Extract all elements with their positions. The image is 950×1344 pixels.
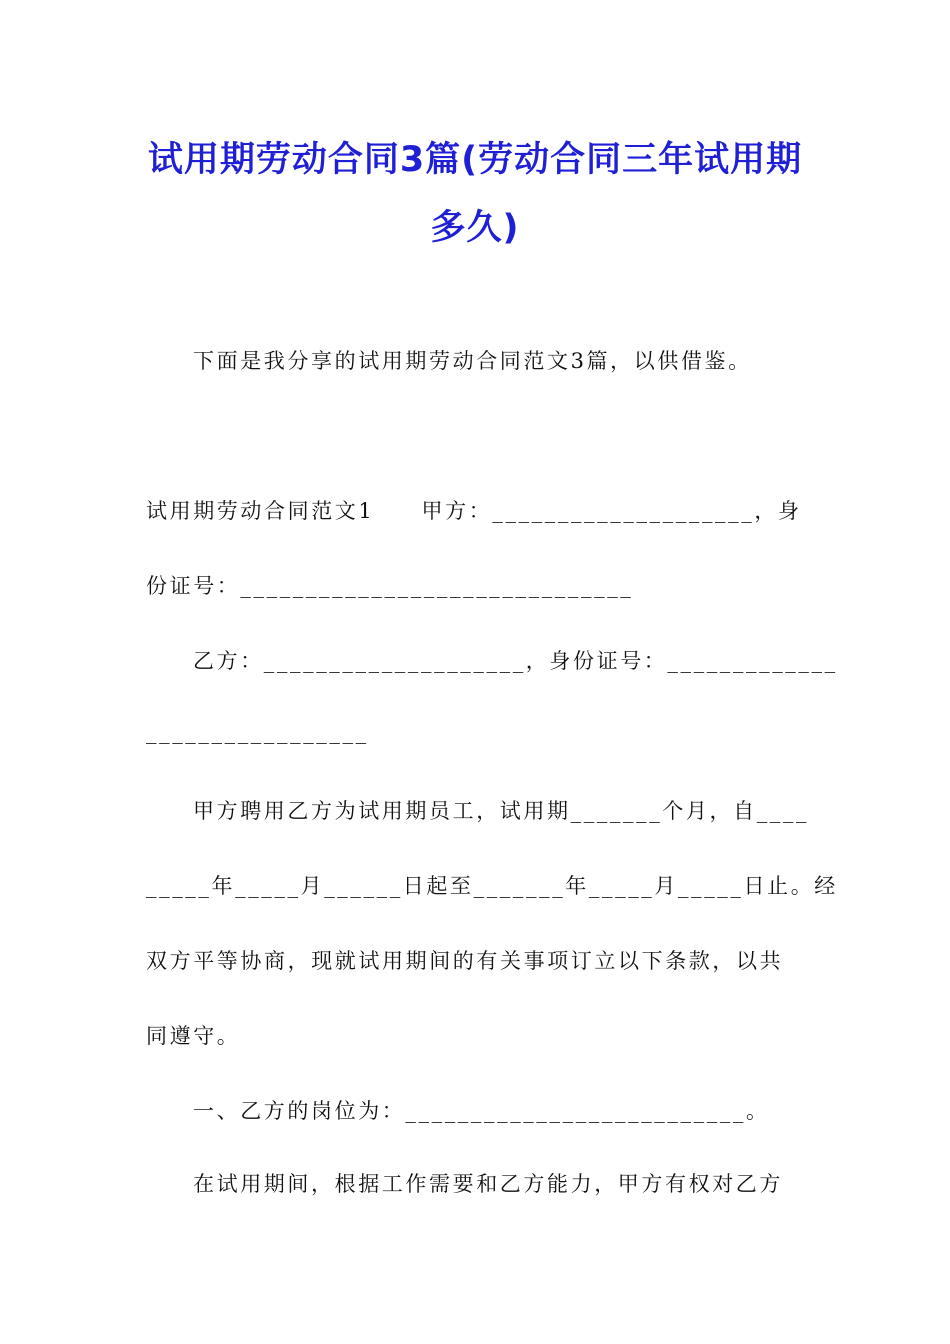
clause-one-position: 一、乙方的岗位为：__________________________。	[193, 1099, 770, 1123]
party-a-id-line: 份证号：______________________________	[146, 574, 634, 598]
party-b-line: 乙方：____________________，身份证号：_____________	[193, 649, 838, 673]
probation-paragraph-line-2: _____年_____月______日起至_______年_____月_____日止。经	[146, 874, 838, 898]
clause-one-paragraph-line-1: 在试用期间，根据工作需要和乙方能力，甲方有权对乙方	[193, 1172, 783, 1196]
probation-paragraph-line-1: 甲方聘用乙方为试用期员工，试用期_______个月，自____	[193, 799, 810, 823]
probation-paragraph-line-3: 双方平等协商，现就试用期间的有关事项订立以下条款，以共	[146, 949, 784, 973]
contract-heading-party-a-line: 试用期劳动合同范文1 甲方：____________________，身	[146, 499, 802, 523]
document-title-line-2: 多久)	[430, 208, 520, 248]
party-b-id-continuation: _________________	[146, 720, 369, 744]
probation-paragraph-line-4: 同遵守。	[146, 1024, 241, 1048]
intro-paragraph: 下面是我分享的试用期劳动合同范文3篇，以供借鉴。	[193, 349, 752, 373]
document-title-line-1: 试用期劳动合同3篇(劳动合同三年试用期	[147, 140, 803, 180]
